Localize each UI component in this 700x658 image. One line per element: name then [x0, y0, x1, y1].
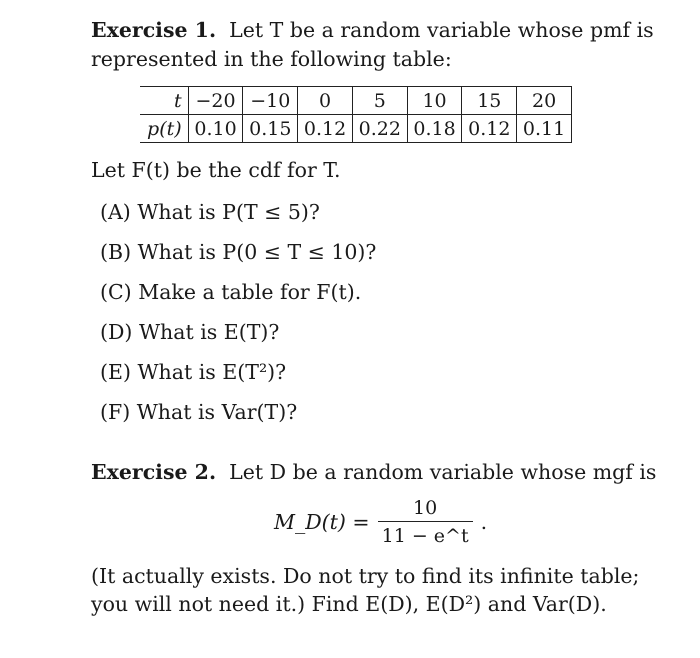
pmf-row-t — [140, 87, 572, 115]
exercise2-closing-line2: you will not need it.) Find E(D), E(D²) and Var(D). — [91, 592, 607, 616]
question-e: (E) What is E(T²)? — [100, 360, 287, 384]
question-b: (B) What is P(0 ≤ T ≤ 10)? — [100, 240, 377, 264]
cdf-line: Let F(t) be the cdf for T. — [91, 158, 341, 182]
pmf-t-cell: 10 — [407, 87, 462, 115]
pmf-t-cell: 5 — [352, 87, 407, 115]
pmf-p-cell: 0.12 — [298, 115, 353, 143]
exercise2-heading: Exercise 2. — [91, 460, 217, 484]
pmf-t-cell: 15 — [462, 87, 517, 115]
pmf-t-cell: −20 — [188, 87, 243, 115]
exercise2-intro-text: Let D be a random variable whose mgf is — [229, 460, 657, 484]
mgf-fraction — [378, 497, 473, 547]
pmf-t-cell: 20 — [517, 87, 572, 115]
mgf-denominator: 11 − e^t — [378, 521, 473, 547]
exercise1-heading: Exercise 1. — [91, 18, 217, 42]
question-f: (F) What is Var(T)? — [100, 400, 298, 424]
pmf-p-cell: 0.11 — [517, 115, 572, 143]
pmf-t-cell: −10 — [243, 87, 298, 115]
mgf-lhs: M_D(t) = — [274, 510, 370, 534]
question-c: (C) Make a table for F(t). — [100, 280, 362, 304]
pmf-row-label: t — [140, 87, 188, 115]
pmf-p-cell: 0.10 — [188, 115, 243, 143]
pmf-row-p — [140, 115, 572, 143]
pmf-p-cell: 0.22 — [352, 115, 407, 143]
pmf-t-cell: 0 — [298, 87, 353, 115]
exercise1-intro-line2: represented in the following table: — [91, 47, 452, 71]
pmf-p-cell: 0.15 — [243, 115, 298, 143]
mgf-numerator: 10 — [413, 497, 438, 519]
question-d: (D) What is E(T)? — [100, 320, 280, 344]
exercise2-intro-line — [91, 458, 656, 486]
mgf-period: . — [480, 510, 488, 534]
mgf-formula — [274, 494, 487, 550]
exercise1-intro-text: Let T be a random variable whose pmf is — [229, 18, 654, 42]
pmf-p-cell: 0.12 — [462, 115, 517, 143]
exercise2-closing-line1: (It actually exists. Do not try to find its infinite table; — [91, 564, 640, 588]
pmf-table — [140, 86, 572, 143]
exercise1-intro-line1 — [91, 16, 654, 44]
question-a: (A) What is P(T ≤ 5)? — [100, 200, 320, 224]
pmf-p-cell: 0.18 — [407, 115, 462, 143]
pmf-row-label: p(t) — [140, 115, 188, 143]
